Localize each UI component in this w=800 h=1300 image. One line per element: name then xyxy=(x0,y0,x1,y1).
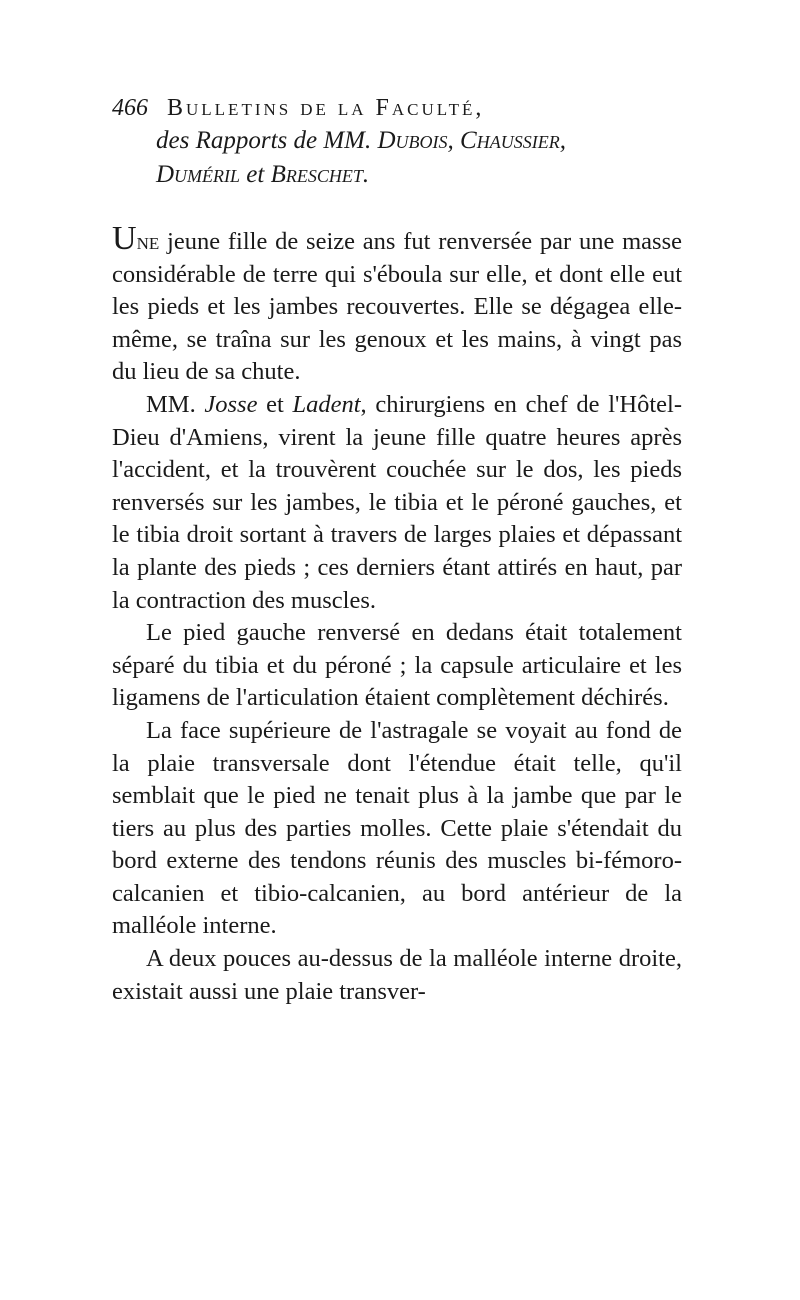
running-title: Bulletins de la Faculté, xyxy=(167,95,485,121)
drop-cap: U xyxy=(112,220,137,257)
paragraph-2 xyxy=(112,389,682,617)
paragraph-3: Le pied gauche renversé en dedans était totalement séparé du tibia et du péroné ; la capsule articulaire et les ligamens de l'articulation étaient complètement déchirés. xyxy=(112,619,682,712)
subtitle-lead: des Rapports de MM. xyxy=(156,127,372,154)
paragraph-4: La face supérieure de l'astragale se voyait au fond de la plaie transversale dont l'étendue était telle, qu'il semblait que le pied ne tenait plus à la jambe que par le tiers au plus des parties molles. Cette plaie s'étendait du bord externe des tendons réunis des muscles bi-fémoro-calcanien et tibio-calcanien, au bord antérieur de la malléole interne. xyxy=(112,716,682,940)
paragraph-1-text: jeune fille de seize ans fut renversée par une masse considérable de terre qui s'éboula sur elle, et dont elle eut les pieds et les jambes recouvertes. Elle se dégagea elle-même, se traîna sur les genoux et les mains, à vingt pas du lieu de sa chute. xyxy=(112,228,682,386)
page-number: 466 xyxy=(112,95,148,121)
paragraph-2-and: et xyxy=(257,390,293,418)
subtitle-conjunction: et xyxy=(246,161,265,188)
author-dubois: Dubois, xyxy=(377,127,454,154)
author-chaussier: Chaussier, xyxy=(460,127,566,154)
paragraph-5: A deux pouces au-dessus de la malléole interne droite, existait aussi une plaie transver- xyxy=(112,945,682,1005)
surgeon-ladent: Ladent xyxy=(292,390,361,418)
page xyxy=(112,92,682,1008)
body-text xyxy=(112,222,682,1008)
opening-smallcaps: ne xyxy=(136,228,160,255)
paragraph-2-text: , chirurgiens en chef de l'Hôtel-Dieu d'Amiens, virent la jeune fille quatre heures après l'accident, et la trouvèrent couchée sur le dos, les pieds renversés sur les jambes, le tibia et le péroné gauches, et le tibia droit sortant à travers de larges plaies et dépassant la plante des pieds ; ces derniers étant attirés en haut, par la contraction des muscles. xyxy=(112,390,682,614)
report-subtitle xyxy=(112,124,682,192)
paragraph-2-lead: MM. xyxy=(146,390,205,418)
surgeon-josse: Josse xyxy=(204,390,258,418)
author-dumeril: Duméril xyxy=(156,161,241,188)
author-breschet: Breschet. xyxy=(270,161,370,188)
paragraph-1 xyxy=(112,222,682,389)
running-head xyxy=(112,92,682,124)
